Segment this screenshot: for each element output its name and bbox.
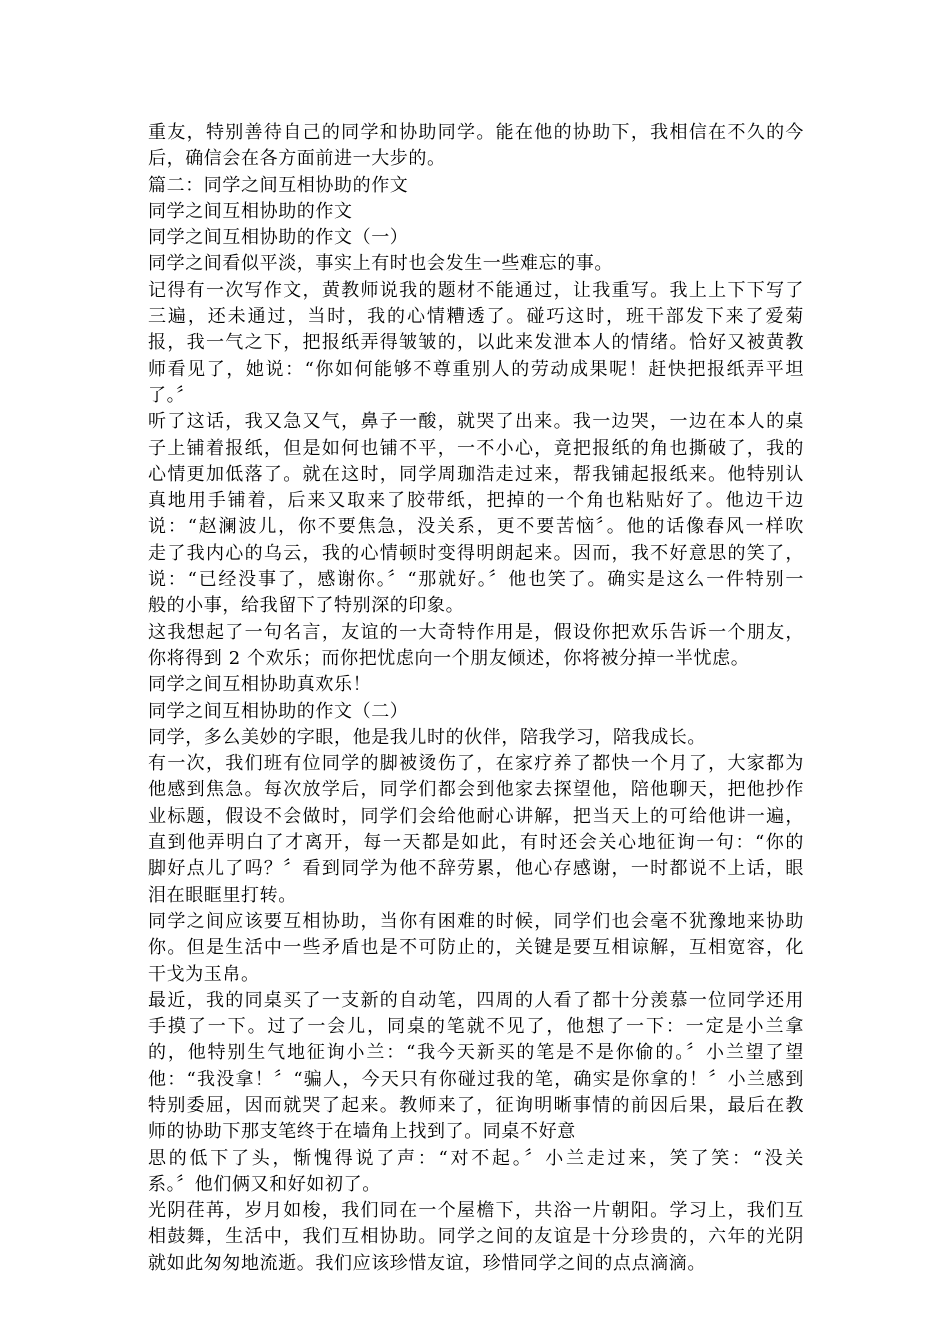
text-line: 同学之间看似平淡，事实上有时也会发生一些难忘的事。 [148,253,613,275]
text-line: 直到他弄明白了才离开，每一天都是如此，有时还会关心地征询一句：“你的 [148,832,804,854]
text-line: 相鼓舞，生活中，我们互相协助。同学之间的友谊是十分珍贵的，六年的光阴 [148,1226,804,1248]
text-line: 的，他特别生气地征询小兰：“我今天新买的笔是不是你偷的。〞小兰望了望 [148,1042,804,1064]
text-line: 同学之间互相协助的作文（一） [148,227,409,249]
text-line: 听了这话，我又急又气，鼻子一酸，就哭了出来。我一边哭，一边在本人的桌 [148,411,804,433]
text-line: 同学，多么美妙的字眼，他是我儿时的伙伴，陪我学习，陪我成长。 [148,726,706,748]
text-line: 师的协助下那支笔终于在墙角上找到了。同桌不好意 [148,1121,576,1143]
text-line: 有一次，我们班有位同学的脚被烫伤了，在家疗养了都快一个月了，大家都为 [148,753,804,775]
text-line: 三遍，还未通过，当时，我的心情糟透了。碰巧这时，班干部发下来了爱菊 [148,306,804,328]
text-line: 报，我一气之下，把报纸弄得皱皱的，以此来发泄本人的情绪。恰好又被黄教 [148,332,804,354]
text-line: 特别委屈，因而就哭了起来。教师来了，征询明晰事情的前因后果，最后在教 [148,1094,804,1116]
text-line: 你将得到 2 个欢乐；而你把忧虑向一个朋友倾述，你将被分掉一半忧虑。 [148,647,750,669]
text-line: 说：“赵澜波儿，你不要焦急，没关系，更不要苦恼〞。他的话像春风一样吹 [148,516,804,538]
text-line: 思的低下了头，惭愧得说了声：“对不起。〞小兰走过来，笑了笑：“没关 [148,1147,804,1169]
text-line: 泪在眼眶里打转。 [148,884,297,906]
text-line: 师看见了，她说：“你如何能够不尊重别人的劳动成果呢！赶快把报纸弄平坦 [148,358,804,380]
text-line: 手摸了一下。过了一会儿，同桌的笔就不见了，他想了一下：一定是小兰拿 [148,1016,804,1038]
text-line: 篇二：同学之间互相协助的作文 [148,174,409,196]
text-line: 了。〞 [148,384,195,406]
text-line: 最近，我的同桌买了一支新的自动笔，四周的人看了都十分羡慕一位同学还用 [148,989,804,1011]
text-line: 光阴荏苒，岁月如梭，我们同在一个屋檐下，共浴一片朝阳。学习上，我们互 [148,1200,804,1222]
text-line: 同学之间互相协助真欢乐！ [148,674,372,696]
text-line: 重友，特别善待自己的同学和协助同学。能在他的协助下，我相信在不久的今 [148,122,804,143]
text-line: 走了我内心的乌云，我的心情顿时变得明朗起来。因而，我不好意思的笑了， [148,542,804,564]
text-line: 后，确信会在各方面前进一大步的。 [148,148,446,170]
text-line: 他：“我没拿！〞“骗人，今天只有你碰过我的笔，确实是你拿的！〞小兰感到 [148,1068,804,1090]
text-line: 子上铺着报纸，但是如何也铺不平，一不小心，竟把报纸的角也撕破了，我的 [148,437,804,459]
text-line: 同学之间应该要互相协助，当你有困难的时候，同学们也会毫不犹豫地来协助 [148,910,804,932]
text-line: 系。〞他们俩又和好如初了。 [148,1173,381,1195]
text-line: 般的小事，给我留下了特别深的印象。 [148,595,465,617]
text-line: 业标题，假设不会做时，同学们会给他耐心讲解，把当天上的可给他讲一遍， [148,805,804,827]
text-line: 心情更加低落了。就在这时，同学周珈浩走过来，帮我铺起报纸来。他特别认 [148,463,804,485]
text-line: 同学之间互相协助的作文（二） [148,700,409,722]
text-line: 这我想起了一句名言，友谊的一大奇特作用是，假设你把欢乐告诉一个朋友， [148,621,804,643]
text-line: 他感到焦急。每次放学后，同学们都会到他家去探望他，陪他聊天，把他抄作 [148,779,804,801]
text-line: 说：“已经没事了，感谢你。〞“那就好。〞他也笑了。确实是这么一件特别一 [148,569,804,591]
text-line: 干戈为玉帛。 [148,963,260,985]
text-line: 你。但是生活中一些矛盾也是不可防止的，关键是要互相谅解，互相宽容，化 [148,937,804,959]
text-line: 真地用手铺着，后来又取来了胶带纸，把掉的一个角也粘贴好了。他边干边 [148,490,804,512]
text-line: 就如此匆匆地流逝。我们应该珍惜友谊，珍惜同学之间的点点滴滴。 [148,1252,706,1274]
text-line: 记得有一次写作文，黄教师说我的题材不能通过，让我重写。我上上下下写了 [148,279,804,301]
document-body [148,120,804,1277]
text-line: 脚好点儿了吗？〞看到同学为他不辞劳累，他心存感谢，一时都说不上话，眼 [148,858,804,880]
text-line: 同学之间互相协助的作文 [148,200,353,222]
